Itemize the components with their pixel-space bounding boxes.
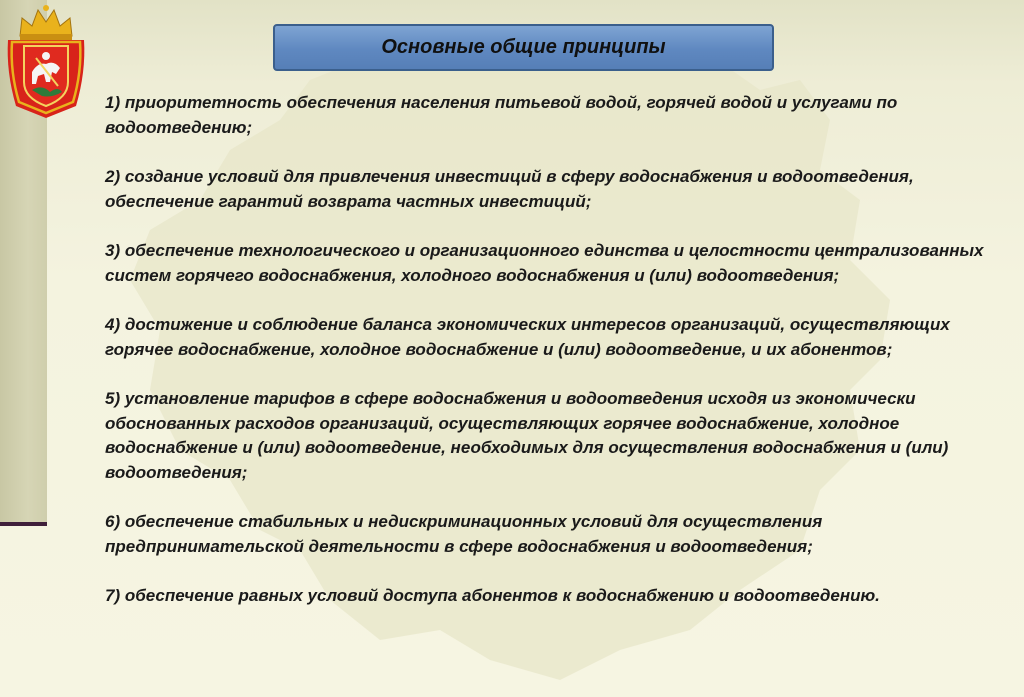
moscow-oblast-coat-of-arms-icon xyxy=(2,2,90,122)
principle-item: 4) достижение и соблюдение баланса экономических интересов организаций, осуществляющих горячее водоснабжение, холодное водоснабжение и (или) водоотведение, и их абонентов; xyxy=(105,315,950,359)
principle-item: 3) обеспечение технологического и организационного единства и целостности централизованных систем горячего водоснабжения, холодного водоснабжения и (или) водоотведения; xyxy=(105,241,984,285)
page-title: Основные общие принципы xyxy=(381,36,666,58)
principles-list xyxy=(105,91,995,634)
principle-item: 5) установление тарифов в сфере водоснабжения и водоотведения исходя из экономически обоснованных расходов организаций, осуществляющих горячее водоснабжение, холодное водоснабжение и (или) водоотведение, необходимых для осуществления водоснабжения и (или) водоотведения; xyxy=(105,389,949,482)
principle-item: 6) обеспечение стабильных и недискриминационных условий для осуществления предпринимательской деятельности в сфере водоснабжения и водоотведения; xyxy=(105,512,823,556)
principle-item: 1) приоритетность обеспечения населения питьевой водой, горячей водой и услугами по водоотведению; xyxy=(105,93,898,137)
principle-item: 7) обеспечение равных условий доступа абонентов к водоснабжению и водоотведению. xyxy=(105,586,880,605)
left-decor-line xyxy=(0,522,47,526)
title-banner xyxy=(273,24,774,71)
principle-item: 2) создание условий для привлечения инвестиций в сферу водоснабжения и водоотведения, обеспечение гарантий возврата частных инвестиций; xyxy=(105,167,914,211)
